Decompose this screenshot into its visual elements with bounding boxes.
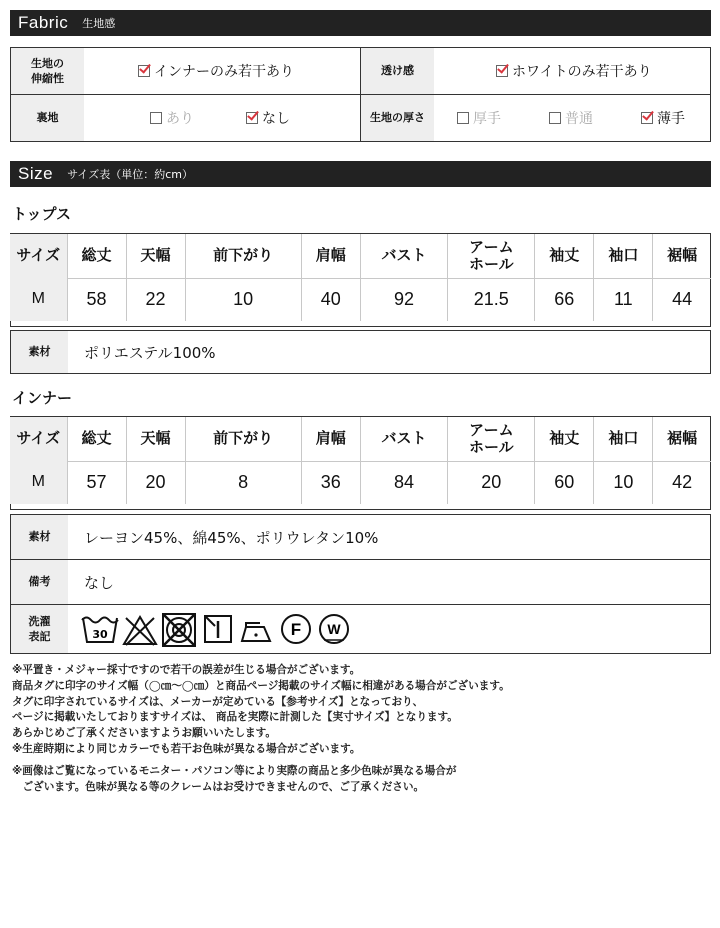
value-cell: 21.5 [448, 277, 535, 321]
value-cell: 11 [594, 277, 653, 321]
inner-data-row [10, 460, 711, 504]
lining-option-no [246, 95, 290, 141]
col-header: 肩幅 [301, 234, 360, 277]
size-cell: M [10, 277, 67, 321]
thickness-option-thick-label: 厚手 [473, 111, 501, 127]
col-header: 袖口 [594, 234, 653, 277]
thickness-label: 生地の厚さ [361, 95, 434, 141]
size-subtitle: サイズ表（単位：約cm） [67, 168, 193, 181]
iron-low-icon [242, 623, 270, 641]
value-cell: 66 [535, 277, 594, 321]
tops-title: トップス [12, 205, 71, 223]
col-header: 天幅 [126, 417, 185, 460]
col-header: バスト [360, 234, 448, 277]
value-cell: 10 [594, 460, 653, 504]
lining-label: 裏地 [11, 95, 84, 141]
col-header: 袖丈 [535, 234, 594, 277]
checkbox-unchecked-icon [549, 112, 561, 124]
value-cell: 40 [301, 277, 360, 321]
checkbox-unchecked-icon [457, 112, 469, 124]
thickness-option-normal-label: 普通 [565, 111, 593, 127]
col-header: 天幅 [126, 234, 185, 277]
col-header: 裾幅 [667, 429, 698, 448]
value-cell: 57 [67, 460, 126, 504]
col-header: 前下がり [185, 417, 301, 460]
line-dry-shade-icon [205, 616, 231, 642]
checkbox-checked-icon [138, 65, 150, 77]
value-cell: 42 [672, 471, 693, 492]
thickness-option-thin-label: 薄手 [657, 111, 685, 127]
value-cell: 10 [185, 277, 301, 321]
stretch-option [138, 48, 294, 94]
col-header: バスト [360, 417, 448, 460]
value-cell: 36 [301, 460, 360, 504]
stretch-label: 生地の 伸縮性 [11, 48, 84, 94]
sheer-label: 透け感 [361, 48, 434, 94]
note-line: 商品タグに印字のサイズ幅（◯㎝〜◯㎝）と商品ページ掲載のサイズ幅に相違がある場合がございます。 [12, 679, 510, 692]
value-cell: 84 [360, 460, 448, 504]
value-cell: 22 [126, 277, 185, 321]
inner-size-table [10, 417, 711, 504]
col-header: 袖丈 [535, 417, 594, 460]
col-header: アーム ホール [448, 417, 535, 460]
checkbox-unchecked-icon [150, 112, 162, 124]
value-cell: 58 [67, 277, 126, 321]
fabric-title: Fabric [18, 13, 69, 32]
col-header: 肩幅 [301, 417, 360, 460]
inner-title: インナー [12, 389, 73, 407]
size-header-bar [10, 161, 711, 187]
thickness-option-normal [549, 95, 593, 141]
sheer-value: ホワイトのみ若干あり [512, 64, 652, 80]
tops-data-row [10, 277, 711, 321]
checkbox-checked-icon [246, 112, 258, 124]
note-line: あらかじめご了承くださいますようお願いいたします。 [12, 727, 276, 740]
tops-size-table [10, 234, 711, 321]
tops-material-label: 素材 [11, 331, 68, 373]
remarks-label: 備考 [11, 560, 68, 604]
tops-header-row [10, 234, 711, 277]
note-line: タグに印字されているサイズは、メーカーが定めている【参考サイズ】となっており、 [12, 695, 424, 708]
no-tumble-dry-icon [163, 614, 195, 646]
col-header: 前下がり [185, 234, 301, 277]
size-header-cell: サイズ [10, 417, 67, 460]
value-cell: 92 [360, 277, 448, 321]
checkbox-checked-icon [641, 112, 653, 124]
fabric-header-bar [10, 10, 711, 36]
sheer-option [496, 48, 652, 94]
wash-30-icon [82, 618, 118, 643]
care-label: 洗濯 表記 [11, 605, 68, 653]
size-title: Size [18, 164, 54, 183]
value-cell: 8 [185, 460, 301, 504]
inner-header-row [10, 417, 711, 460]
wet-clean-letter: W [327, 621, 341, 637]
remarks-value: なし [84, 573, 115, 592]
thickness-option-thick [457, 95, 501, 141]
size-header-cell: サイズ [10, 234, 67, 277]
note-line: ※画像はご覧になっているモニター・パソコン等により実際の商品と多少色味が異なる場合が [12, 764, 457, 777]
thickness-option-thin [641, 95, 685, 141]
dry-clean-letter: F [290, 620, 302, 639]
notes-block [12, 663, 510, 795]
care-icons [80, 610, 350, 648]
tops-material-value: ポリエステル100% [84, 343, 216, 362]
wash-temp-text: 30 [92, 628, 108, 641]
details-divider [10, 559, 711, 560]
inner-material-label: 素材 [11, 515, 68, 559]
col-header: 袖口 [594, 417, 653, 460]
value-cell: 44 [672, 288, 693, 309]
note-line: ページに掲載いたしておりますサイズは、 商品を実際に計測した【実寸サイズ】となります。 [12, 711, 458, 724]
stretch-value: インナーのみ若干あり [154, 64, 294, 80]
lining-option-no-label: なし [262, 111, 290, 127]
dry-clean-f-icon [282, 615, 310, 643]
size-cell: M [10, 460, 67, 504]
col-header: 裾幅 [667, 246, 698, 265]
value-cell: 60 [535, 460, 594, 504]
wet-clean-w-icon [320, 615, 348, 643]
inner-material-value: レーヨン45%、綿45%、ポリウレタン10% [84, 528, 379, 547]
note-line: ※生産時期により同じカラーでも若干お色味が異なる場合がございます。 [12, 742, 361, 755]
fabric-subtitle: 生地感 [82, 17, 116, 30]
lining-option-yes-label: あり [166, 111, 194, 127]
checkbox-checked-icon [496, 65, 508, 77]
col-header: アーム ホール [448, 234, 535, 277]
note-line: ございます。色味が異なる等のクレームはお受けできませんので、ご了承ください。 [12, 780, 425, 793]
col-header: 総丈 [67, 234, 126, 277]
value-cell: 20 [448, 460, 535, 504]
note-line: ※平置き・メジャー採寸ですので若干の誤差が生じる場合がございます。 [12, 664, 361, 676]
details-divider [10, 604, 711, 605]
lining-option-yes [150, 95, 194, 141]
no-bleach-icon [124, 617, 156, 645]
col-header: 総丈 [67, 417, 126, 460]
value-cell: 20 [126, 460, 185, 504]
